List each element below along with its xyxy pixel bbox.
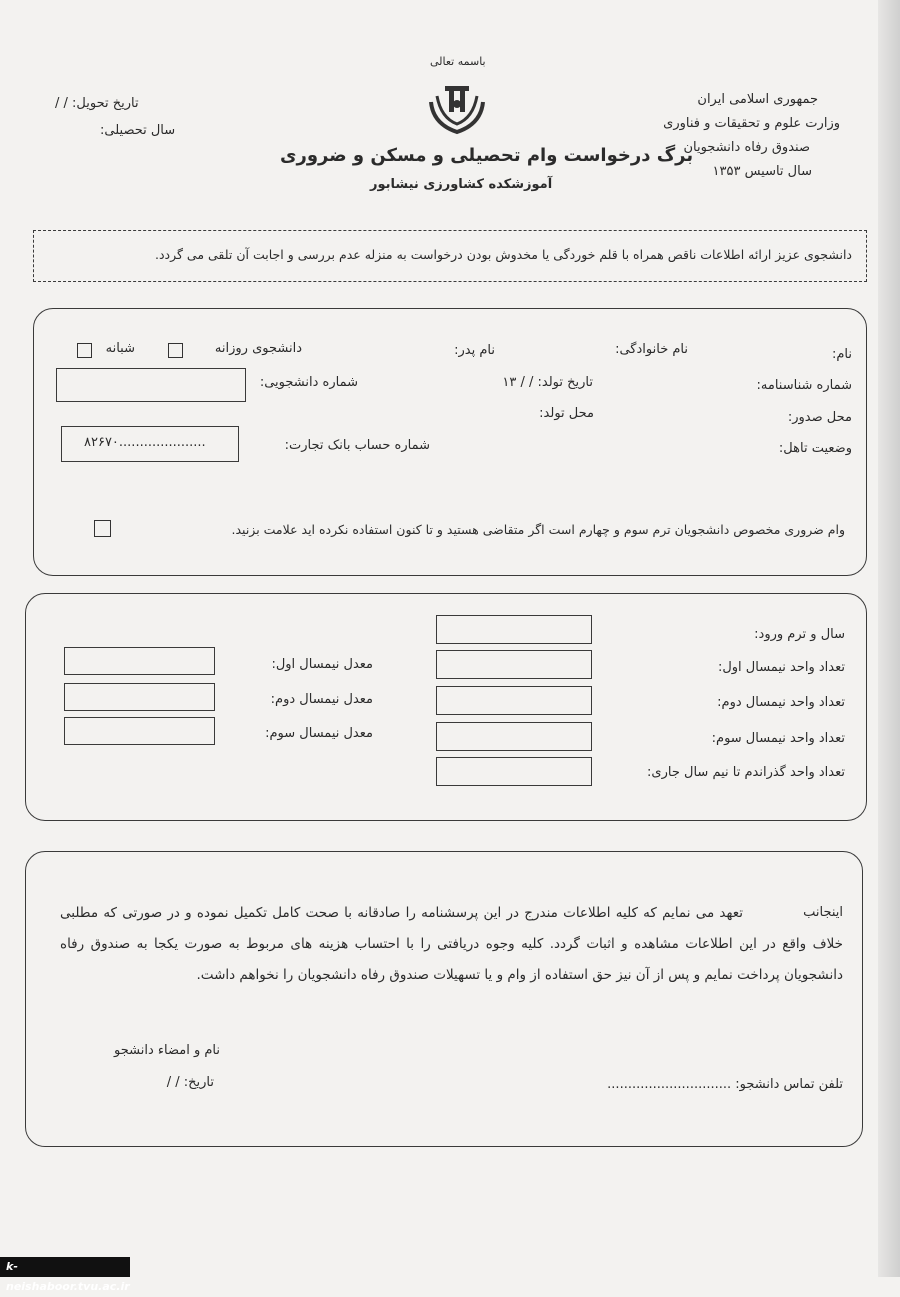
gpa-term1-label: معدل نیمسال اول:: [271, 657, 373, 672]
evening-label: شبانه: [105, 341, 135, 356]
pledge-intro: اینجانب: [803, 905, 843, 920]
units-term2-label: تعداد واحد نیمسال دوم:: [717, 695, 845, 710]
units-term3-field[interactable]: [436, 722, 592, 751]
units-passed-label: تعداد واحد گذراندم تا نیم سال جاری:: [647, 765, 845, 780]
header-line: صندوق رفاه دانشجویان: [683, 140, 810, 155]
pledge-text: تعهد می نمایم که کلیه اطلاعات مندرج در این پرسشنامه را صادقانه با صحت کامل تکمیل نموده و در صورتی که مطلبی خلاف واقع در این اطلاعات مشاهده و اثبات گردد. کلیه وجوه دریافتی را با احتساب هزینه های مربوط به صورت یکجا به صندوق رفاه دانشجویان پرداخت نمایم و پس از آن نیز حق استفاده از وام و یا تسهیلات صندوق رفاه دانشجویان را نخواهم داشت.: [60, 905, 843, 983]
academic-year-label: سال تحصیلی:: [100, 123, 176, 138]
pledge-section: [25, 851, 863, 1147]
units-term3-label: تعداد واحد نیمسال سوم:: [711, 731, 845, 746]
notice-text: دانشجوی عزیز ارائه اطلاعات ناقص همراه با قلم خوردگی یا مخدوش بودن درخواست به منزله عدم بررسی و اجابت آن تلقی می گردد.: [155, 247, 852, 262]
units-term2-field[interactable]: [436, 686, 592, 715]
name-label: نام:: [831, 347, 852, 362]
bank-account-value: ۸۲۶۷۰.....................: [84, 435, 206, 450]
units-passed-field[interactable]: [436, 757, 592, 786]
gpa-term2-field[interactable]: [64, 683, 215, 711]
header-line: جمهوری اسلامی ایران: [697, 92, 818, 107]
bismillah-text: باسمه تعالی: [430, 55, 486, 68]
gpa-term2-label: معدل نیمسال دوم:: [270, 692, 373, 707]
birth-date-label: تاریخ تولد: / / ۱۳: [502, 375, 593, 390]
issue-place-label: محل صدور:: [787, 410, 852, 425]
notice-box: [33, 230, 867, 282]
units-term1-label: تعداد واحد نیمسال اول:: [717, 660, 845, 675]
student-number-field[interactable]: [56, 368, 246, 402]
id-number-label: شماره شناسنامه:: [756, 378, 852, 393]
units-term1-field[interactable]: [436, 650, 592, 679]
day-student-checkbox[interactable]: [168, 343, 183, 358]
marital-status-label: وضعیت تاهل:: [778, 441, 852, 456]
header-line: وزارت علوم و تحقیقات و فناوری: [663, 116, 840, 131]
entry-term-field[interactable]: [436, 615, 592, 644]
delivery-date-label: تاریخ تحویل: / /: [55, 96, 139, 111]
university-emblem-icon: [425, 82, 489, 138]
entry-term-label: سال و ترم ورود:: [754, 627, 845, 642]
father-name-label: نام پدر:: [454, 343, 495, 358]
phone-label: تلفن تماس دانشجو: ..............................: [607, 1077, 843, 1092]
gpa-term3-field[interactable]: [64, 717, 215, 745]
header-line: سال تاسیس ۱۳۵۳: [712, 164, 812, 179]
gpa-term1-field[interactable]: [64, 647, 215, 675]
student-number-label: شماره دانشجویی:: [259, 375, 358, 390]
family-name-label: نام خانوادگی:: [615, 342, 688, 357]
website-watermark: k-neishaboor.tvu.ac.ir: [0, 1257, 130, 1277]
form-subtitle: آموزشکده کشاورزی نیشابور: [370, 177, 553, 192]
date-label: تاریخ: / /: [166, 1075, 214, 1090]
emergency-loan-text: وام ضروری مخصوص دانشجویان ترم سوم و چهارم است اگر متقاضی هستید و تا کنون استفاده نکرده اید علامت بزنید.: [231, 522, 845, 537]
bank-account-label: شماره حساب بانک تجارت:: [284, 438, 430, 453]
bank-account-field[interactable]: [61, 426, 239, 462]
gpa-term3-label: معدل نیمسال سوم:: [265, 726, 373, 741]
emergency-loan-checkbox[interactable]: [94, 520, 111, 537]
form-title: برگ درخواست وام تحصیلی و مسکن و ضروری: [280, 145, 694, 166]
student-type-label: دانشجوی روزانه: [214, 341, 302, 356]
signature-label: نام و امضاء دانشجو: [114, 1043, 220, 1058]
page-edge-shadow: [878, 0, 900, 1277]
birth-place-label: محل تولد:: [539, 406, 594, 421]
evening-student-checkbox[interactable]: [77, 343, 92, 358]
